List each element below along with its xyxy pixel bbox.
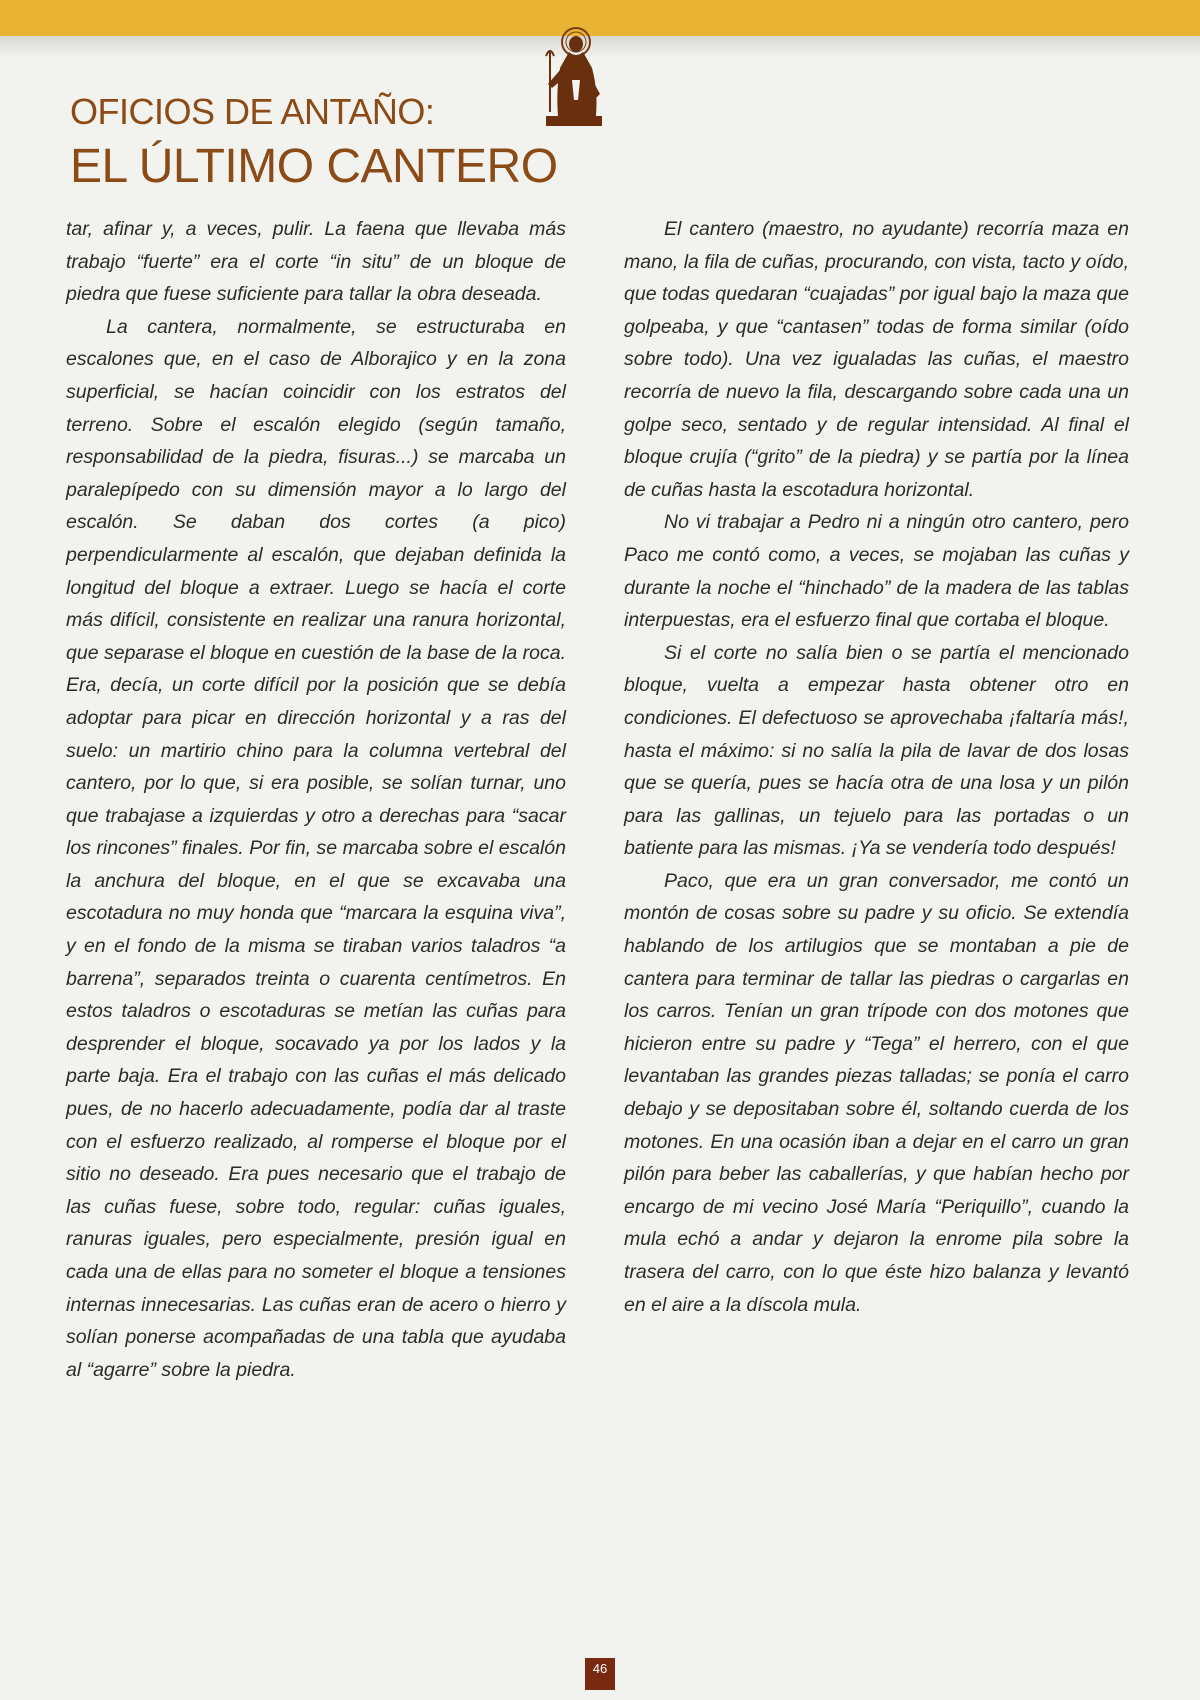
left-paragraph-2: La cantera, normalmente, se estructuraba en escalones que, en el caso de Alborajico y en la zona superficial, se hacían coincidir con los estratos del terreno. Sobre el escalón elegido (según tamaño, responsabilidad de la piedra, fisuras...) se marcaba un paralepípedo con su dimensión mayor a lo largo del escalón. Se daban dos cortes (a pico) perpendicularmente al escalón, que dejaban definida la longitud del bloque a extraer. Luego se hacía el corte más difícil, consistente en realizar una ranura horizontal, que separase el bloque en cuestión de la base de la roca. Era, decía, un corte difícil por la posición que se debía adoptar para picar en dirección horizontal y a ras del suelo: un martirio chino para la columna vertebral del cantero, por lo que, si era posible, se solían turnar, uno que trabajase a izquierdas y otro a derechas para “sacar los rincones” finales. Por fin, se marcaba sobre el escalón la anchura del bloque, en el que se excavaba una escotadura no muy honda que “marcara la esquina viva”, y en el fondo de la misma se tiraban varios taladros “a barrena”, separados treinta o cuarenta centímetros. En estos taladros o escotaduras se metían las cuñas para desprender el bloque, socavado ya por los lados y la parte baja. Era el trabajo con las cuñas el más delicado pues, de no hacerlo adecuadamente, podía dar al traste con el esfuerzo realizado, al romperse el bloque por el sitio no deseado. Era pues necesario que el trabajo de las cuñas fuese, sobre todo, regular: cuñas iguales, ranuras iguales, pero especialmente, presión igual en cada una de ellas para no someter el bloque a tensiones internas innecesarias. Las cuñas eran de acero o hierro y solían ponerse acompañadas de una tabla que ayudaba al “agarre” sobre la piedra. <box>66 315 566 1381</box>
right-column <box>624 213 1129 1321</box>
saint-figure-icon <box>536 20 612 130</box>
right-paragraph-3: Si el corte no salía bien o se partía el mencionado bloque, vuelta a empezar hasta obtener otro en condiciones. El defectuoso se aprovechaba ¡faltaría más!, hasta el máximo: si no salía la pila de lavar de dos losas que se quería, pues se hacía otra de una losa y un pilón para las gallinas, un tejuelo para las portadas o un batiente para las mismas. ¡Ya se vendería todo después! <box>624 641 1129 860</box>
left-column <box>66 213 566 1386</box>
section-kicker: OFICIOS DE ANTAÑO: <box>70 91 435 132</box>
left-paragraph-1: tar, afinar y, a veces, pulir. La faena que llevaba más trabajo “fuerte” era el corte “in situ” de un bloque de piedra que fuese suficiente para tallar la obra deseada. <box>66 218 566 306</box>
right-paragraph-2: No vi trabajar a Pedro ni a ningún otro cantero, pero Paco me contó como, a veces, se mojaban las cuñas y durante la noche el “hinchado” de la madera de las tablas interpuestas, era el esfuerzo final que cortaba el bloque. <box>624 511 1129 632</box>
right-paragraph-4: Paco, que era un gran conversador, me contó un montón de cosas sobre su padre y su oficio. Se extendía hablando de los artilugios que se montaban a pie de cantera para terminar de tallar las piedras o cargarlas en los carros. Tenían un gran trípode con dos motones que hicieron entre su padre y “Tega” el herrero, con el que levantaban las grandes piezas talladas; se ponía el carro debajo y se depositaban sobre él, soltando cuerda de los motones. En una ocasión iban a dejar en el carro un gran pilón para beber las caballerías, y que habían hecho por encargo de mi vecino José María “Periquillo”, cuando la mula echó a andar y dejaron la enrome pila sobre la trasera del carro, con lo que éste hizo balanza y levantó en el aire a la díscola mula. <box>624 869 1129 1316</box>
page-number: 46 <box>585 1658 615 1690</box>
right-paragraph-1: El cantero (maestro, no ayudante) recorría maza en mano, la fila de cuñas, procurando, con vista, tacto y oído, que todas quedaran “cuajadas” por igual bajo la maza que golpeaba, y que “cantasen” todas de forma similar (oído sobre todo). Una vez igualadas las cuñas, el maestro recorría de nuevo la fila, descargando sobre cada una un golpe seco, sentado y de regular intensidad. Al final el bloque crujía (“grito” de la piedra) y se partía por la línea de cuñas hasta la escotadura horizontal. <box>624 218 1129 501</box>
article-title: EL ÚLTIMO CANTERO <box>70 140 558 193</box>
